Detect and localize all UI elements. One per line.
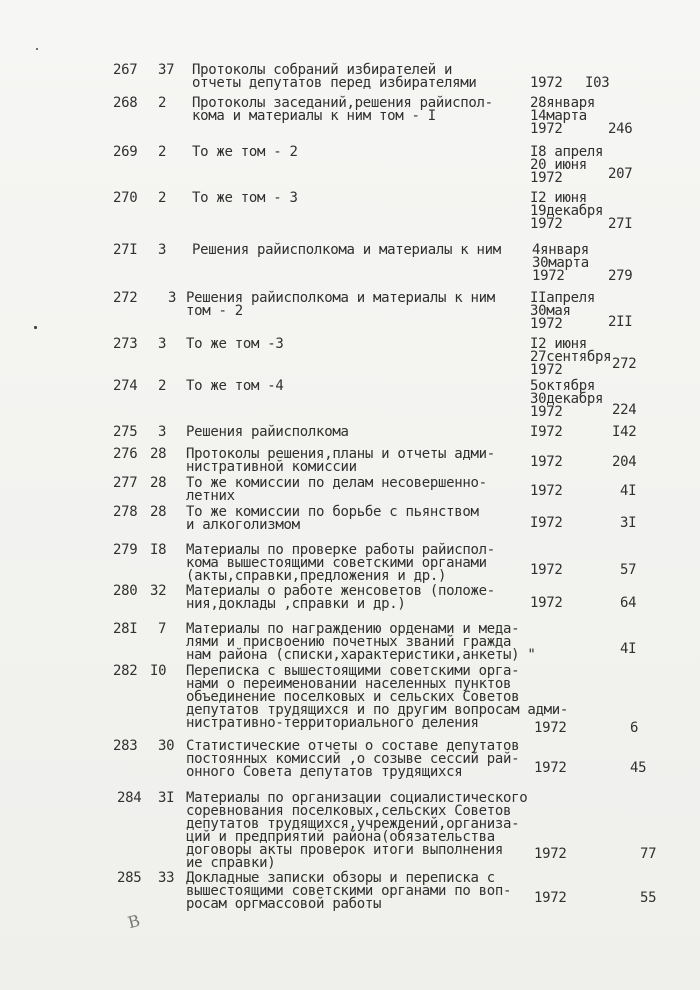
item-title: Статистические отчеты о составе депутатов постоянных комиссий ,о созыве сессий рай- онного Совета депутатов трудящихся bbox=[186, 738, 520, 780]
item-number: 274 bbox=[113, 378, 138, 394]
item-dates: I8 апреля 20 июня 1972 bbox=[530, 144, 604, 186]
punch-mark bbox=[34, 326, 37, 329]
sheet-count: 30 bbox=[158, 738, 175, 754]
sheet-count: 37 bbox=[158, 62, 175, 78]
item-number: 267 bbox=[113, 62, 138, 78]
item-title: То же комиссии по борьбе с пьянством и алкоголизмом bbox=[186, 504, 479, 533]
item-number: 284 bbox=[117, 790, 142, 806]
sheet-count: 33 bbox=[158, 870, 175, 886]
sheet-count: I0 bbox=[150, 663, 167, 679]
item-title: То же том - 2 bbox=[192, 144, 298, 160]
item-title: Материалы по организации социалистического соревнования поселковых,сельских Советов депутатов трудящихся,учреждений,организа- ций и предприятий района(обязательства договоры акты проверок итоги выполнения ие справки) bbox=[186, 790, 528, 871]
item-title: То же комиссии по делам несовершенно- летних bbox=[186, 475, 487, 504]
page-count: 77 bbox=[640, 846, 657, 862]
sheet-count: 3 bbox=[158, 242, 167, 258]
item-title: Переписка с вышестоящими советскими орга- нами о переименовании населенных пунктов объединение поселковых и сельских Советов депутатов трудящихся и по другим вопросам адми- нистративно-территориального деления bbox=[186, 663, 569, 731]
item-dates: 1972 bbox=[530, 454, 563, 470]
item-title: Протоколы решения,планы и отчеты адми- нистративной комиссии bbox=[186, 446, 495, 475]
sheet-count: 2 bbox=[158, 144, 167, 160]
item-dates: 1972 bbox=[534, 846, 567, 862]
sheet-count: 28 bbox=[150, 475, 167, 491]
item-title: То же том -3 bbox=[186, 336, 284, 352]
item-dates: 1972 bbox=[530, 483, 563, 499]
item-number: 27I bbox=[113, 242, 138, 258]
item-title: Решения райисполкома и материалы к ним том - 2 bbox=[186, 290, 495, 319]
item-number: 285 bbox=[117, 870, 142, 886]
item-title: Материалы о работе женсоветов (положе- ния,доклады ,справки и др.) bbox=[186, 583, 495, 612]
item-title: Протоколы заседаний,решения райиспол- кома и материалы к ним том - I bbox=[192, 95, 493, 124]
page-count: 6 bbox=[630, 720, 639, 736]
page-count: 55 bbox=[640, 890, 657, 906]
page-count: 207 bbox=[608, 166, 633, 182]
item-dates: 1972 bbox=[534, 720, 567, 736]
item-dates: 1972 bbox=[530, 595, 563, 611]
item-number: 270 bbox=[113, 190, 138, 206]
item-dates: 1972 bbox=[530, 75, 563, 91]
item-dates: I972 bbox=[530, 515, 563, 531]
item-number: 280 bbox=[113, 583, 138, 599]
sheet-count: 7 bbox=[158, 621, 167, 637]
sheet-count: 28 bbox=[150, 446, 167, 462]
item-number: 276 bbox=[113, 446, 138, 462]
item-title: Материалы по награждению орденами и меда- лями и присвоению почетных званий гражда нам района (списки,характеристики,анкеты) " bbox=[186, 621, 536, 663]
item-title: Докладные записки обзоры и переписка с вышестоящими советскими органами по воп- росам оргмассовой работы bbox=[186, 870, 512, 912]
item-title: Решения райисполкома и материалы к ним bbox=[192, 242, 501, 258]
item-dates: I2 июня 19декабря 1972 bbox=[530, 190, 604, 232]
page-count: 64 bbox=[620, 595, 637, 611]
item-number: 278 bbox=[113, 504, 138, 520]
page-count: 4I bbox=[620, 641, 637, 657]
item-title: То же том -4 bbox=[186, 378, 284, 394]
item-dates: 1972 bbox=[534, 760, 567, 776]
sheet-count: 3 bbox=[168, 290, 177, 306]
item-number: 269 bbox=[113, 144, 138, 160]
item-number: 28I bbox=[113, 621, 138, 637]
sheet-count: 2 bbox=[158, 95, 167, 111]
sheet-count: 2 bbox=[158, 190, 167, 206]
sheet-count: 2 bbox=[158, 378, 167, 394]
item-dates: 5октября 30декабря 1972 bbox=[530, 378, 604, 420]
sheet-count: I8 bbox=[150, 542, 167, 558]
item-dates: 1972 bbox=[530, 562, 563, 578]
item-dates: I972 bbox=[530, 424, 563, 440]
item-title: То же том - 3 bbox=[192, 190, 298, 206]
sheet-count: 3 bbox=[158, 336, 167, 352]
item-number: 282 bbox=[113, 663, 138, 679]
page-count: 224 bbox=[612, 402, 637, 418]
sheet-count: 32 bbox=[150, 583, 167, 599]
item-number: 272 bbox=[113, 290, 138, 306]
page-count: 27I bbox=[608, 216, 633, 232]
page-count: 45 bbox=[630, 760, 647, 776]
page-count: 57 bbox=[620, 562, 637, 578]
item-dates: I2 июня 27сентября 1972 bbox=[530, 336, 612, 378]
item-number: 277 bbox=[113, 475, 138, 491]
item-title: Протоколы собраний избирателей и отчеты депутатов перед избирателями bbox=[192, 62, 477, 91]
item-title: Решения райисполкома bbox=[186, 424, 349, 440]
item-number: 283 bbox=[113, 738, 138, 754]
item-number: 268 bbox=[113, 95, 138, 111]
sheet-count: 3 bbox=[158, 424, 167, 440]
item-dates: IIапреля 30мая 1972 bbox=[530, 290, 596, 332]
item-number: 273 bbox=[113, 336, 138, 352]
item-title: Материалы по проверке работы райиспол- кома вышестоящими советскими органами (акты,справки,предложения и др.) bbox=[186, 542, 495, 584]
page-count: 4I bbox=[620, 483, 637, 499]
page-count: 272 bbox=[612, 356, 637, 372]
page-count: I03 bbox=[585, 75, 610, 91]
sheet-count: 28 bbox=[150, 504, 167, 520]
item-number: 279 bbox=[113, 542, 138, 558]
sheet-count: 3I bbox=[158, 790, 175, 806]
punch-mark bbox=[36, 48, 38, 50]
item-dates: 4января 30марта 1972 bbox=[532, 242, 589, 284]
handwritten-margin-note: В bbox=[125, 910, 143, 933]
item-dates: 28января 14марта 1972 bbox=[530, 95, 596, 137]
page-count: 2II bbox=[608, 314, 633, 330]
page-count: 204 bbox=[612, 454, 637, 470]
page-count: 279 bbox=[608, 268, 633, 284]
page-count: I42 bbox=[612, 424, 637, 440]
page-count: 246 bbox=[608, 121, 633, 137]
page-count: 3I bbox=[620, 515, 637, 531]
item-dates: 1972 bbox=[534, 890, 567, 906]
item-number: 275 bbox=[113, 424, 138, 440]
